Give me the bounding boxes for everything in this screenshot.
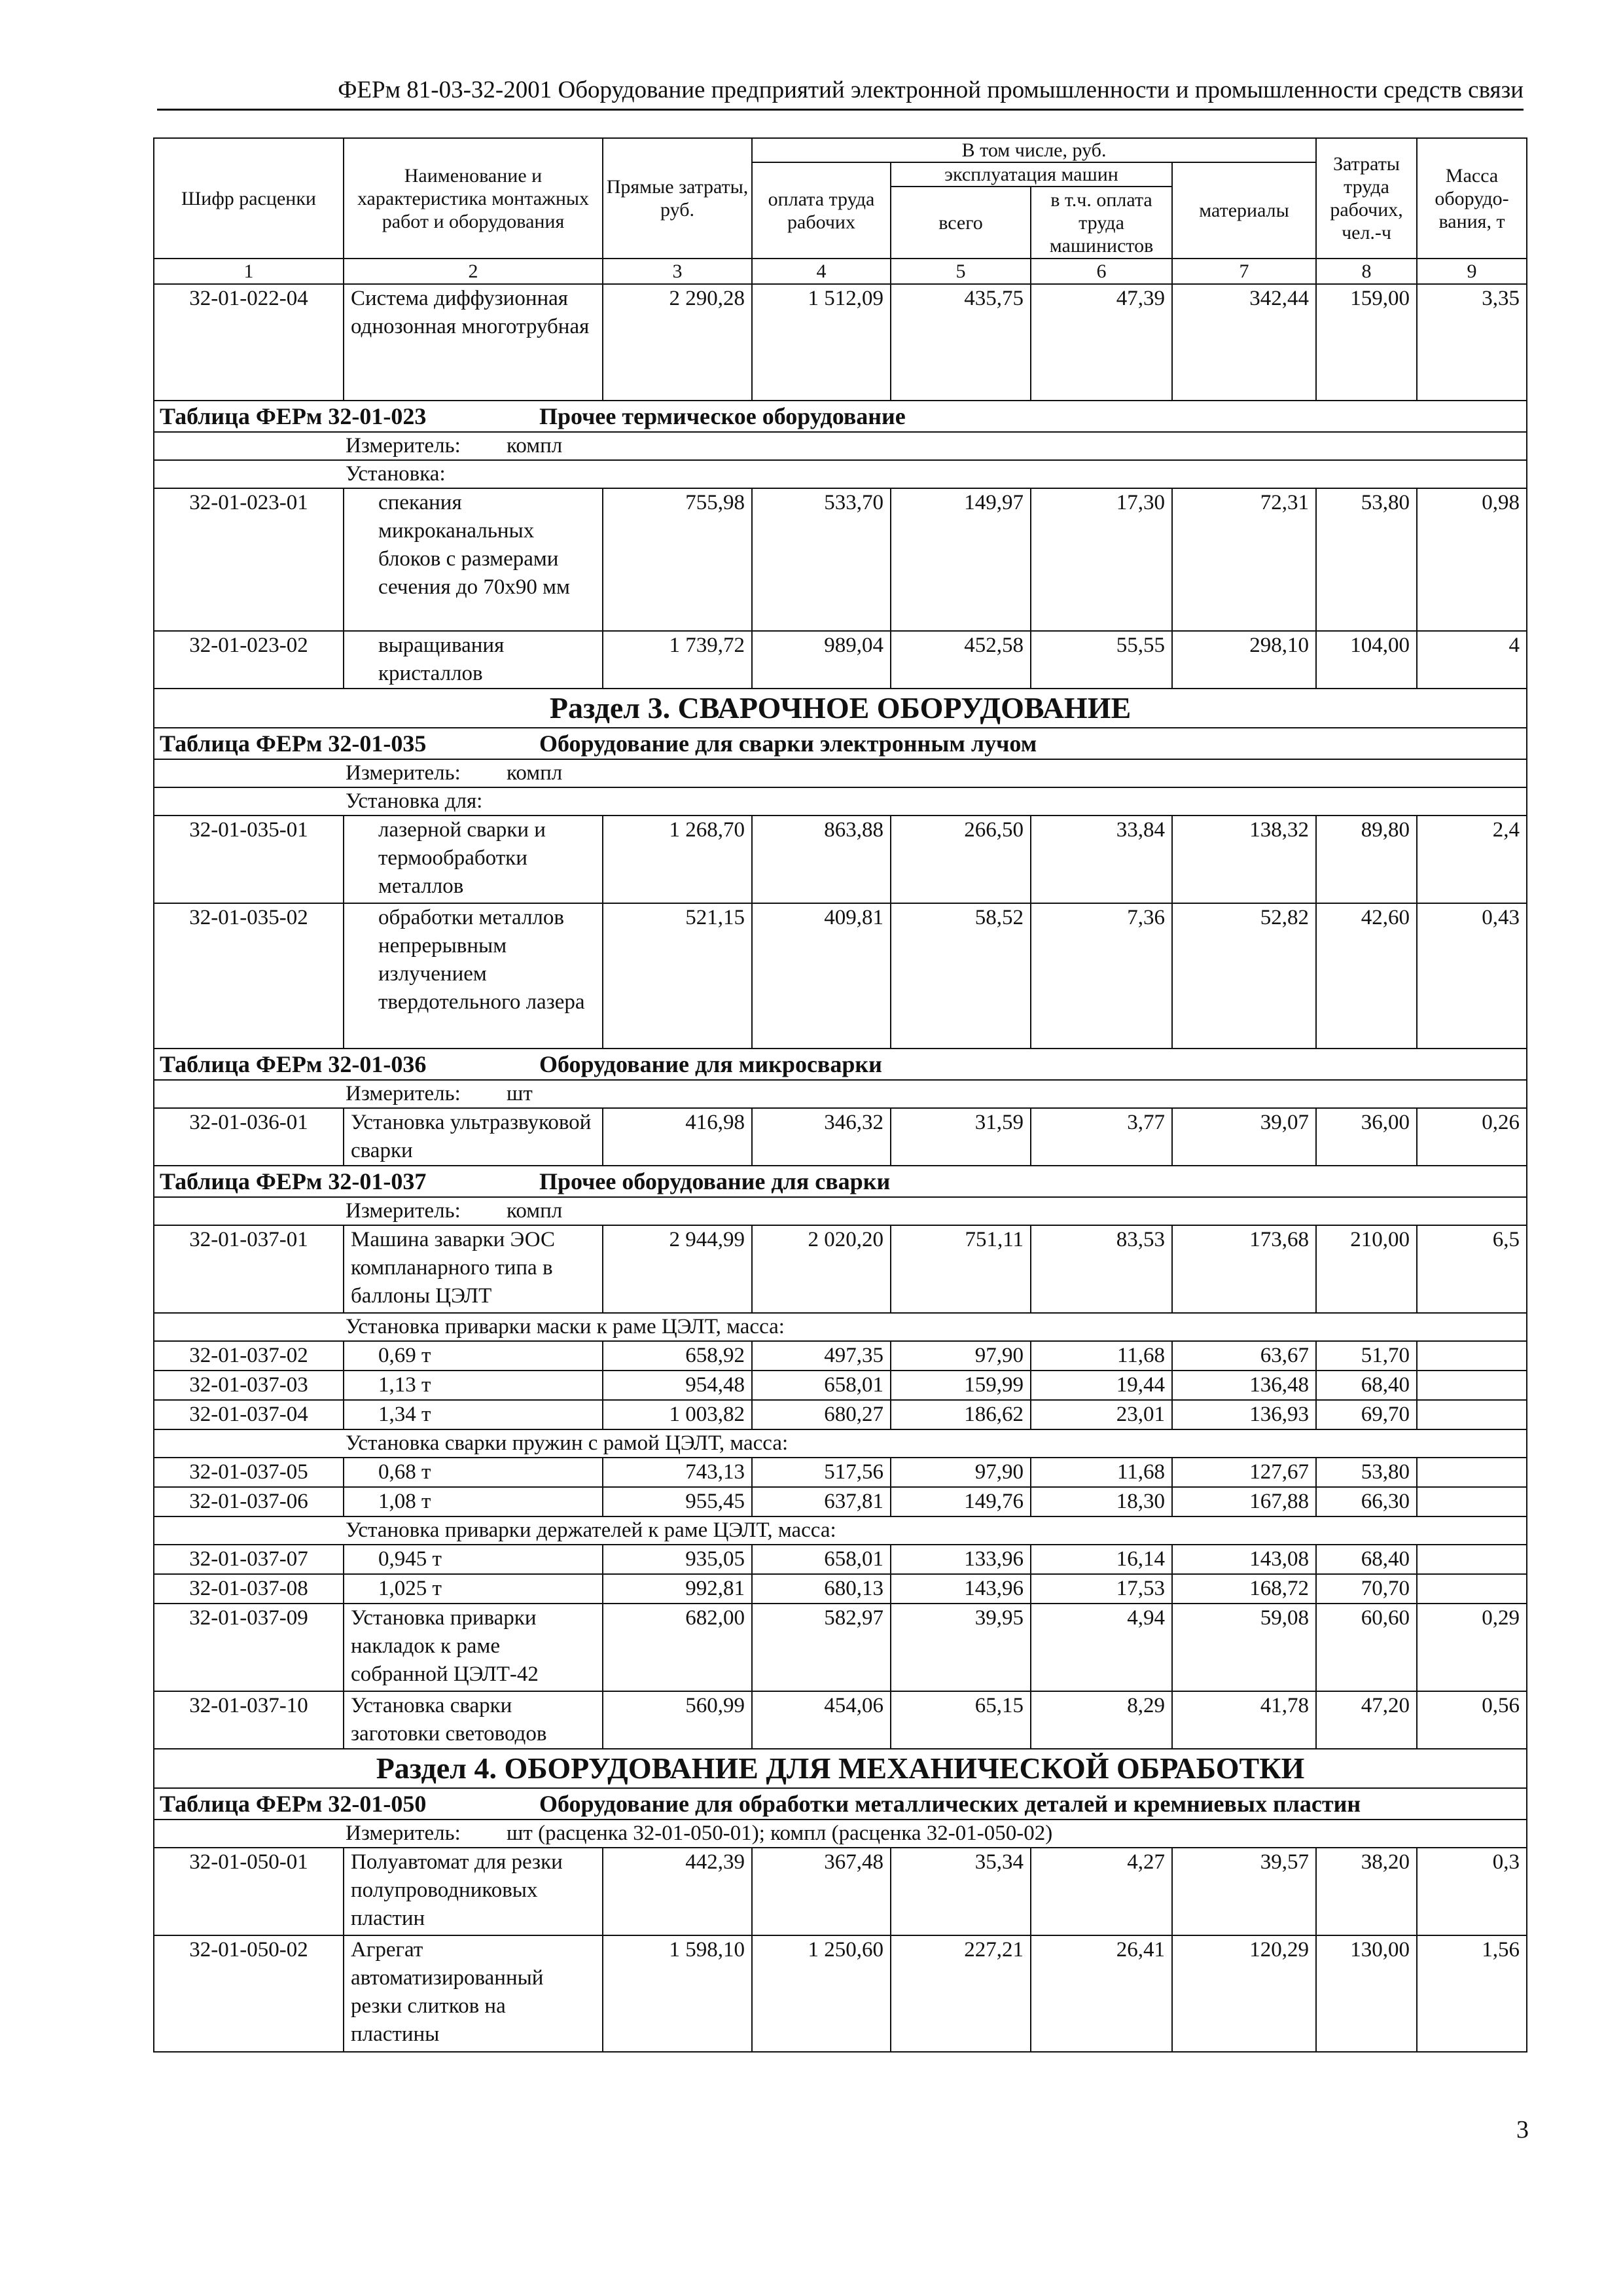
rate-name: Система диффузионная однозонная многотрубная (344, 284, 603, 401)
rate-name: 1,34 т (344, 1400, 603, 1429)
col-header-labor-hours: Затраты труда рабочих, чел.-ч (1316, 138, 1417, 259)
labor-pay: 863,88 (752, 816, 891, 903)
meter-row (154, 1080, 1527, 1108)
column-number-row (154, 259, 1527, 284)
direct-cost: 2 944,99 (603, 1225, 752, 1313)
labor-hours: 53,80 (1316, 488, 1417, 631)
mass (1417, 1487, 1527, 1516)
rate-code: 32-01-037-06 (154, 1487, 344, 1516)
machinists-pay: 26,41 (1031, 1935, 1172, 2052)
mass: 0,43 (1417, 903, 1527, 1049)
meter-unit: компл (507, 434, 563, 457)
rate-code: 32-01-035-01 (154, 816, 344, 903)
labor-hours: 36,00 (1316, 1108, 1417, 1166)
meter-row (154, 1820, 1527, 1848)
table-title: Прочее оборудование для сварки (539, 1168, 891, 1194)
machines-total: 97,90 (891, 1341, 1031, 1371)
direct-cost: 1 268,70 (603, 816, 752, 903)
table-row (154, 1604, 1527, 1691)
materials: 342,44 (1172, 284, 1316, 401)
direct-cost: 1 598,10 (603, 1935, 752, 2052)
rate-name: Машина заварки ЭОС компланарного типа в баллоны ЦЭЛТ (344, 1225, 603, 1313)
machinists-pay: 19,44 (1031, 1371, 1172, 1400)
rate-code: 32-01-035-02 (154, 903, 344, 1049)
table-row (154, 1487, 1527, 1516)
mass: 6,5 (1417, 1225, 1527, 1313)
rate-name: лазерной сварки и термообработки металлов (344, 816, 603, 903)
labor-hours: 47,20 (1316, 1691, 1417, 1749)
table-title: Прочее термическое оборудование (539, 403, 906, 429)
table-title-row (154, 1788, 1527, 1820)
rate-name: Установка сварки заготовки световодов (344, 1691, 603, 1749)
table-title-row (154, 401, 1527, 432)
col-header-name: Наименование и характеристика монтажных работ и оборудования (344, 138, 603, 259)
rate-name: 1,08 т (344, 1487, 603, 1516)
table-title: Оборудование для сварки электронным лучом (539, 730, 1037, 757)
meter-row (154, 1197, 1527, 1225)
mass: 0,3 (1417, 1848, 1527, 1935)
materials: 143,08 (1172, 1545, 1316, 1574)
column-number: 6 (1031, 259, 1172, 284)
meter-unit: шт (расценка 32-01-050-01); компл (расценка 32-01-050-02) (507, 1821, 1053, 1845)
materials: 72,31 (1172, 488, 1316, 631)
rate-code: 32-01-037-05 (154, 1458, 344, 1487)
direct-cost: 682,00 (603, 1604, 752, 1691)
subheading-row (154, 1429, 1527, 1458)
labor-pay: 533,70 (752, 488, 891, 631)
subheading: Установка приварки держателей к раме ЦЭЛТ, масса: (154, 1516, 1527, 1545)
materials: 173,68 (1172, 1225, 1316, 1313)
rate-code: 32-01-037-04 (154, 1400, 344, 1429)
machinists-pay: 4,94 (1031, 1604, 1172, 1691)
section-title: Раздел 4. ОБОРУДОВАНИЕ ДЛЯ МЕХАНИЧЕСКОЙ ОБРАБОТКИ (154, 1749, 1527, 1788)
materials: 298,10 (1172, 631, 1316, 689)
machines-total: 31,59 (891, 1108, 1031, 1166)
labor-pay: 2 020,20 (752, 1225, 891, 1313)
direct-cost: 992,81 (603, 1574, 752, 1604)
meter-unit: компл (507, 761, 563, 785)
machinists-pay: 17,30 (1031, 488, 1172, 631)
column-number: 4 (752, 259, 891, 284)
rate-name: 0,68 т (344, 1458, 603, 1487)
mass: 0,29 (1417, 1604, 1527, 1691)
machines-total: 133,96 (891, 1545, 1031, 1574)
rate-code: 32-01-037-08 (154, 1574, 344, 1604)
machines-total: 227,21 (891, 1935, 1031, 2052)
column-number: 3 (603, 259, 752, 284)
rate-name: обработки металлов непрерывным излучением твердотельного лазера (344, 903, 603, 1049)
meter-unit: шт (507, 1082, 533, 1105)
labor-pay: 409,81 (752, 903, 891, 1049)
rate-code: 32-01-036-01 (154, 1108, 344, 1166)
materials: 136,93 (1172, 1400, 1316, 1429)
materials: 168,72 (1172, 1574, 1316, 1604)
subheading-row (154, 1313, 1527, 1341)
table-row (154, 816, 1527, 903)
subheading: Установка: (154, 460, 1527, 488)
mass (1417, 1458, 1527, 1487)
table-title: Оборудование для обработки металлических деталей и кремниевых пластин (539, 1791, 1361, 1817)
labor-pay: 1 512,09 (752, 284, 891, 401)
machinists-pay: 18,30 (1031, 1487, 1172, 1516)
rates-table (153, 137, 1527, 2053)
mass: 0,56 (1417, 1691, 1527, 1749)
rate-name: 0,69 т (344, 1341, 603, 1371)
machinists-pay: 23,01 (1031, 1400, 1172, 1429)
machinists-pay: 7,36 (1031, 903, 1172, 1049)
col-header-including: В том числе, руб. (752, 138, 1316, 162)
table-row (154, 1545, 1527, 1574)
machines-total: 159,99 (891, 1371, 1031, 1400)
mass (1417, 1341, 1527, 1371)
rate-code: 32-01-037-01 (154, 1225, 344, 1313)
table-row (154, 1574, 1527, 1604)
mass (1417, 1400, 1527, 1429)
machines-total: 143,96 (891, 1574, 1031, 1604)
col-header-materials: материалы (1172, 162, 1316, 259)
labor-pay: 582,97 (752, 1604, 891, 1691)
rate-name: спекания микроканальных блоков с размерами сечения до 70х90 мм (344, 488, 603, 631)
table-title: Оборудование для микросварки (539, 1051, 882, 1077)
machinists-pay: 11,68 (1031, 1458, 1172, 1487)
direct-cost: 1 003,82 (603, 1400, 752, 1429)
table-code: Таблица ФЕРм 32-01-036 (160, 1051, 427, 1077)
direct-cost: 935,05 (603, 1545, 752, 1574)
table-row (154, 1225, 1527, 1313)
materials: 127,67 (1172, 1458, 1316, 1487)
machines-total: 435,75 (891, 284, 1031, 401)
col-header-machines: эксплуатация машин (891, 162, 1172, 187)
mass (1417, 1545, 1527, 1574)
column-number: 2 (344, 259, 603, 284)
labor-hours: 89,80 (1316, 816, 1417, 903)
labor-hours: 60,60 (1316, 1604, 1417, 1691)
col-header-direct: Прямые затраты, руб. (603, 138, 752, 259)
meter-label: Измеритель: (346, 1082, 461, 1105)
rate-name: выращивания кристаллов (344, 631, 603, 689)
table-row (154, 1341, 1527, 1371)
column-number: 5 (891, 259, 1031, 284)
table-row (154, 284, 1527, 401)
direct-cost: 2 290,28 (603, 284, 752, 401)
subheading: Установка приварки маски к раме ЦЭЛТ, масса: (154, 1313, 1527, 1341)
labor-hours: 104,00 (1316, 631, 1417, 689)
direct-cost: 560,99 (603, 1691, 752, 1749)
rate-code: 32-01-023-01 (154, 488, 344, 631)
col-header-mass: Масса оборудо-вания, т (1417, 138, 1527, 259)
direct-cost: 442,39 (603, 1848, 752, 1935)
labor-hours: 42,60 (1316, 903, 1417, 1049)
machines-total: 186,62 (891, 1400, 1031, 1429)
labor-pay: 517,56 (752, 1458, 891, 1487)
table-title-row (154, 1049, 1527, 1080)
labor-pay: 346,32 (752, 1108, 891, 1166)
machines-total: 58,52 (891, 903, 1031, 1049)
table-code: Таблица ФЕРм 32-01-035 (160, 730, 427, 757)
meter-label: Измеритель: (346, 434, 461, 457)
labor-hours: 159,00 (1316, 284, 1417, 401)
machines-total: 35,34 (891, 1848, 1031, 1935)
meter-label: Измеритель: (346, 761, 461, 785)
machines-total: 149,97 (891, 488, 1031, 631)
mass: 3,35 (1417, 284, 1527, 401)
table-code: Таблица ФЕРм 32-01-050 (160, 1791, 427, 1817)
direct-cost: 521,15 (603, 903, 752, 1049)
machinists-pay: 47,39 (1031, 284, 1172, 401)
labor-pay: 658,01 (752, 1545, 891, 1574)
table-title-row (154, 1166, 1527, 1197)
labor-hours: 38,20 (1316, 1848, 1417, 1935)
col-header-labor-pay: оплата труда рабочих (752, 162, 891, 259)
labor-pay: 497,35 (752, 1341, 891, 1371)
labor-pay: 680,13 (752, 1574, 891, 1604)
mass: 4 (1417, 631, 1527, 689)
mass (1417, 1574, 1527, 1604)
machinists-pay: 8,29 (1031, 1691, 1172, 1749)
labor-hours: 70,70 (1316, 1574, 1417, 1604)
subheading-row (154, 1516, 1527, 1545)
table-row (154, 1371, 1527, 1400)
machines-total: 751,11 (891, 1225, 1031, 1313)
labor-hours: 68,40 (1316, 1545, 1417, 1574)
machinists-pay: 83,53 (1031, 1225, 1172, 1313)
rate-name: 1,13 т (344, 1371, 603, 1400)
machinists-pay: 16,14 (1031, 1545, 1172, 1574)
rate-code: 32-01-037-07 (154, 1545, 344, 1574)
machines-total: 149,76 (891, 1487, 1031, 1516)
direct-cost: 743,13 (603, 1458, 752, 1487)
meter-row (154, 432, 1527, 460)
rate-code: 32-01-037-03 (154, 1371, 344, 1400)
direct-cost: 1 739,72 (603, 631, 752, 689)
column-number: 8 (1316, 259, 1417, 284)
table-row (154, 1848, 1527, 1935)
machinists-pay: 55,55 (1031, 631, 1172, 689)
machines-total: 452,58 (891, 631, 1031, 689)
machinists-pay: 33,84 (1031, 816, 1172, 903)
mass: 2,4 (1417, 816, 1527, 903)
machinists-pay: 4,27 (1031, 1848, 1172, 1935)
table-row (154, 903, 1527, 1049)
section-title: Раздел 3. СВАРОЧНОЕ ОБОРУДОВАНИЕ (154, 689, 1527, 728)
rate-code: 32-01-037-09 (154, 1604, 344, 1691)
direct-cost: 658,92 (603, 1341, 752, 1371)
subheading: Установка сварки пружин с рамой ЦЭЛТ, масса: (154, 1429, 1527, 1458)
subheading: Установка для: (154, 787, 1527, 816)
table-row (154, 1935, 1527, 2052)
machinists-pay: 11,68 (1031, 1341, 1172, 1371)
meter-label: Измеритель: (346, 1821, 461, 1845)
mass: 0,26 (1417, 1108, 1527, 1166)
rate-code: 32-01-022-04 (154, 284, 344, 401)
rate-name: 0,945 т (344, 1545, 603, 1574)
direct-cost: 955,45 (603, 1487, 752, 1516)
rate-code: 32-01-023-02 (154, 631, 344, 689)
header-rule (157, 109, 1524, 111)
machinists-pay: 3,77 (1031, 1108, 1172, 1166)
materials: 39,07 (1172, 1108, 1316, 1166)
rate-code: 32-01-037-10 (154, 1691, 344, 1749)
materials: 120,29 (1172, 1935, 1316, 2052)
mass: 0,98 (1417, 488, 1527, 631)
table-row (154, 1691, 1527, 1749)
subheading-row (154, 787, 1527, 816)
labor-hours: 68,40 (1316, 1371, 1417, 1400)
materials: 41,78 (1172, 1691, 1316, 1749)
materials: 167,88 (1172, 1487, 1316, 1516)
machines-total: 97,90 (891, 1458, 1031, 1487)
col-header-machines-total: всего (891, 187, 1031, 259)
machines-total: 39,95 (891, 1604, 1031, 1691)
materials: 52,82 (1172, 903, 1316, 1049)
materials: 63,67 (1172, 1341, 1316, 1371)
table-row (154, 1108, 1527, 1166)
labor-hours: 66,30 (1316, 1487, 1417, 1516)
mass (1417, 1371, 1527, 1400)
rate-code: 32-01-037-02 (154, 1341, 344, 1371)
labor-pay: 454,06 (752, 1691, 891, 1749)
mass: 1,56 (1417, 1935, 1527, 2052)
rate-name: Агрегат автоматизированный резки слитков на пластины (344, 1935, 603, 2052)
subheading-row (154, 460, 1527, 488)
rate-code: 32-01-050-02 (154, 1935, 344, 2052)
machines-total: 266,50 (891, 816, 1031, 903)
section-row (154, 689, 1527, 728)
rate-name: 1,025 т (344, 1574, 603, 1604)
machinists-pay: 17,53 (1031, 1574, 1172, 1604)
table-row (154, 1400, 1527, 1429)
rate-name: Полуавтомат для резки полупроводниковых пластин (344, 1848, 603, 1935)
labor-hours: 130,00 (1316, 1935, 1417, 2052)
table-title-row (154, 728, 1527, 759)
labor-pay: 989,04 (752, 631, 891, 689)
meter-label: Измеритель: (346, 1199, 461, 1223)
labor-pay: 680,27 (752, 1400, 891, 1429)
labor-pay: 658,01 (752, 1371, 891, 1400)
table-row (154, 631, 1527, 689)
direct-cost: 954,48 (603, 1371, 752, 1400)
labor-hours: 210,00 (1316, 1225, 1417, 1313)
direct-cost: 755,98 (603, 488, 752, 631)
section-row (154, 1749, 1527, 1788)
labor-pay: 1 250,60 (752, 1935, 891, 2052)
materials: 138,32 (1172, 816, 1316, 903)
labor-hours: 51,70 (1316, 1341, 1417, 1371)
table-code: Таблица ФЕРм 32-01-037 (160, 1168, 427, 1194)
table-row (154, 1458, 1527, 1487)
direct-cost: 416,98 (603, 1108, 752, 1166)
column-number: 7 (1172, 259, 1316, 284)
col-header-machinists-pay: в т.ч. оплата труда машинистов (1031, 187, 1172, 259)
labor-hours: 69,70 (1316, 1400, 1417, 1429)
column-number: 1 (154, 259, 344, 284)
labor-pay: 367,48 (752, 1848, 891, 1935)
materials: 39,57 (1172, 1848, 1316, 1935)
page-number: 3 (1516, 2116, 1529, 2144)
column-number: 9 (1417, 259, 1527, 284)
table-row (154, 488, 1527, 631)
col-header-code: Шифр расценки (154, 138, 344, 259)
meter-unit: компл (507, 1199, 563, 1223)
table-code: Таблица ФЕРм 32-01-023 (160, 403, 427, 429)
machines-total: 65,15 (891, 1691, 1031, 1749)
meter-row (154, 759, 1527, 787)
rate-name: Установка приварки накладок к раме собранной ЦЭЛТ-42 (344, 1604, 603, 1691)
running-header: ФЕРм 81-03-32-2001 Оборудование предприятий электронной промышленности и промышленности средств связи (338, 77, 1524, 103)
rate-code: 32-01-050-01 (154, 1848, 344, 1935)
rate-name: Установка ультразвуковой сварки (344, 1108, 603, 1166)
labor-pay: 637,81 (752, 1487, 891, 1516)
materials: 59,08 (1172, 1604, 1316, 1691)
labor-hours: 53,80 (1316, 1458, 1417, 1487)
materials: 136,48 (1172, 1371, 1316, 1400)
